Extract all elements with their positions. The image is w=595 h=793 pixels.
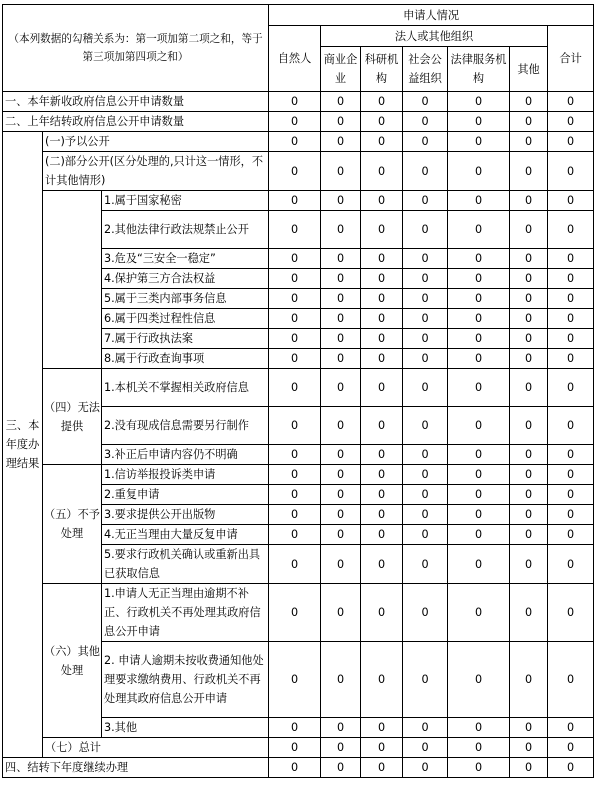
value-cell: 0 <box>321 584 361 642</box>
value-cell: 0 <box>321 545 361 584</box>
value-cell: 0 <box>361 269 403 289</box>
value-cell: 0 <box>403 329 448 349</box>
table-row <box>3 738 594 758</box>
value-cell: 0 <box>510 465 548 485</box>
value-cell: 0 <box>448 407 510 445</box>
value-cell: 0 <box>403 132 448 152</box>
item-label: 4.无正当理由大量反复申请 <box>102 525 269 545</box>
value-cell: 0 <box>510 525 548 545</box>
value-cell: 0 <box>548 545 594 584</box>
row-label: （七）总计 <box>43 738 269 758</box>
value-cell: 0 <box>361 309 403 329</box>
group-label <box>43 191 102 369</box>
value-cell: 0 <box>361 249 403 269</box>
value-cell: 0 <box>448 191 510 211</box>
header-natural-person: 自然人 <box>269 26 321 92</box>
value-cell: 0 <box>403 152 448 191</box>
value-cell: 0 <box>321 191 361 211</box>
item-label: 1.申请人无正当理由逾期不补正、行政机关不再处理其政府信息公开申请 <box>102 584 269 642</box>
value-cell: 0 <box>361 445 403 465</box>
value-cell: 0 <box>448 485 510 505</box>
item-label: 1.信访举报投诉类申请 <box>102 465 269 485</box>
value-cell: 0 <box>510 407 548 445</box>
value-cell: 0 <box>403 485 448 505</box>
value-cell: 0 <box>269 349 321 369</box>
value-cell: 0 <box>548 525 594 545</box>
value-cell: 0 <box>448 584 510 642</box>
value-cell: 0 <box>510 718 548 738</box>
value-cell: 0 <box>361 525 403 545</box>
value-cell: 0 <box>361 584 403 642</box>
item-label: 3.要求提供公开出版物 <box>102 505 269 525</box>
value-cell: 0 <box>269 329 321 349</box>
value-cell: 0 <box>548 407 594 445</box>
value-cell: 0 <box>361 289 403 309</box>
value-cell: 0 <box>403 349 448 369</box>
value-cell: 0 <box>321 445 361 465</box>
value-cell: 0 <box>510 584 548 642</box>
gov-info-disclosure-table <box>2 4 594 778</box>
header-applicant: 申请人情况 <box>269 5 594 26</box>
value-cell: 0 <box>548 718 594 738</box>
value-cell: 0 <box>510 309 548 329</box>
value-cell: 0 <box>269 92 321 112</box>
value-cell: 0 <box>448 92 510 112</box>
value-cell: 0 <box>448 289 510 309</box>
item-label: 2.没有现成信息需要另行制作 <box>102 407 269 445</box>
value-cell: 0 <box>510 289 548 309</box>
value-cell: 0 <box>269 445 321 465</box>
item-label: 5.要求行政机关确认或重新出具已获取信息 <box>102 545 269 584</box>
value-cell: 0 <box>548 584 594 642</box>
value-cell: 0 <box>269 738 321 758</box>
header-org-type: 法律服务机构 <box>448 47 510 92</box>
value-cell: 0 <box>269 152 321 191</box>
value-cell: 0 <box>403 289 448 309</box>
value-cell: 0 <box>361 642 403 718</box>
value-cell: 0 <box>448 718 510 738</box>
value-cell: 0 <box>269 407 321 445</box>
value-cell: 0 <box>448 249 510 269</box>
value-cell: 0 <box>548 269 594 289</box>
value-cell: 0 <box>321 309 361 329</box>
value-cell: 0 <box>548 349 594 369</box>
row-label: (二)部分公开(区分处理的,只计这一情形，不计其他情形) <box>43 152 269 191</box>
value-cell: 0 <box>548 211 594 249</box>
value-cell: 0 <box>448 211 510 249</box>
item-label: 3.补正后申请内容仍不明确 <box>102 445 269 465</box>
value-cell: 0 <box>403 269 448 289</box>
table-row <box>3 369 594 407</box>
value-cell: 0 <box>269 642 321 718</box>
value-cell: 0 <box>361 485 403 505</box>
value-cell: 0 <box>510 269 548 289</box>
value-cell: 0 <box>448 152 510 191</box>
value-cell: 0 <box>548 329 594 349</box>
row-label: 二、上年结转政府信息公开申请数量 <box>3 112 269 132</box>
value-cell: 0 <box>403 465 448 485</box>
table-row <box>3 152 594 191</box>
value-cell: 0 <box>548 92 594 112</box>
value-cell: 0 <box>548 758 594 778</box>
value-cell: 0 <box>510 211 548 249</box>
value-cell: 0 <box>448 349 510 369</box>
value-cell: 0 <box>548 505 594 525</box>
value-cell: 0 <box>448 132 510 152</box>
value-cell: 0 <box>448 269 510 289</box>
item-label: 4.保护第三方合法权益 <box>102 269 269 289</box>
value-cell: 0 <box>548 112 594 132</box>
value-cell: 0 <box>548 642 594 718</box>
value-cell: 0 <box>548 289 594 309</box>
row-label: 四、结转下年度继续办理 <box>3 758 269 778</box>
value-cell: 0 <box>321 642 361 718</box>
value-cell: 0 <box>269 465 321 485</box>
value-cell: 0 <box>361 369 403 407</box>
value-cell: 0 <box>361 191 403 211</box>
value-cell: 0 <box>510 152 548 191</box>
item-label: 7.属于行政执法案 <box>102 329 269 349</box>
item-label: 2. 申请人逾期未按收费通知他处理要求缴纳费用、行政机关不再处理其政府信息公开申请 <box>102 642 269 718</box>
value-cell: 0 <box>269 249 321 269</box>
value-cell: 0 <box>548 738 594 758</box>
value-cell: 0 <box>510 369 548 407</box>
value-cell: 0 <box>361 465 403 485</box>
value-cell: 0 <box>321 249 361 269</box>
value-cell: 0 <box>448 369 510 407</box>
value-cell: 0 <box>403 718 448 738</box>
value-cell: 0 <box>403 112 448 132</box>
value-cell: 0 <box>403 525 448 545</box>
item-label: 1.本机关不掌握相关政府信息 <box>102 369 269 407</box>
value-cell: 0 <box>403 758 448 778</box>
item-label: 2.其他法律行政法规禁止公开 <box>102 211 269 249</box>
value-cell: 0 <box>269 718 321 738</box>
item-label: 6.属于四类过程性信息 <box>102 309 269 329</box>
value-cell: 0 <box>510 249 548 269</box>
value-cell: 0 <box>403 407 448 445</box>
value-cell: 0 <box>361 211 403 249</box>
item-label: 2.重复申请 <box>102 485 269 505</box>
value-cell: 0 <box>510 132 548 152</box>
value-cell: 0 <box>403 642 448 718</box>
group-label: （四）无法提供 <box>43 369 102 465</box>
value-cell: 0 <box>269 505 321 525</box>
value-cell: 0 <box>510 191 548 211</box>
value-cell: 0 <box>361 152 403 191</box>
value-cell: 0 <box>403 505 448 525</box>
value-cell: 0 <box>403 545 448 584</box>
value-cell: 0 <box>448 329 510 349</box>
value-cell: 0 <box>321 758 361 778</box>
section3-label: 三、本年度办理结果 <box>3 132 43 758</box>
value-cell: 0 <box>269 309 321 329</box>
value-cell: 0 <box>361 718 403 738</box>
value-cell: 0 <box>321 505 361 525</box>
value-cell: 0 <box>448 525 510 545</box>
header-note: （本列数据的勾稽关系为：第一项加第二项之和，等于第三项加第四项之和） <box>3 5 269 92</box>
value-cell: 0 <box>510 642 548 718</box>
value-cell: 0 <box>448 642 510 718</box>
value-cell: 0 <box>448 112 510 132</box>
value-cell: 0 <box>510 445 548 465</box>
value-cell: 0 <box>269 758 321 778</box>
item-label: 5.属于三类内部事务信息 <box>102 289 269 309</box>
value-cell: 0 <box>321 211 361 249</box>
value-cell: 0 <box>361 349 403 369</box>
value-cell: 0 <box>321 132 361 152</box>
value-cell: 0 <box>403 309 448 329</box>
value-cell: 0 <box>510 329 548 349</box>
value-cell: 0 <box>269 289 321 309</box>
value-cell: 0 <box>361 407 403 445</box>
table-row <box>3 132 594 152</box>
value-cell: 0 <box>361 738 403 758</box>
table-row <box>3 112 594 132</box>
value-cell: 0 <box>448 505 510 525</box>
value-cell: 0 <box>403 369 448 407</box>
value-cell: 0 <box>448 545 510 584</box>
value-cell: 0 <box>448 758 510 778</box>
table-row <box>3 191 594 211</box>
value-cell: 0 <box>448 465 510 485</box>
value-cell: 0 <box>361 92 403 112</box>
value-cell: 0 <box>321 152 361 191</box>
value-cell: 0 <box>269 584 321 642</box>
value-cell: 0 <box>361 112 403 132</box>
header-row-1 <box>3 5 594 26</box>
value-cell: 0 <box>548 465 594 485</box>
value-cell: 0 <box>403 191 448 211</box>
value-cell: 0 <box>321 407 361 445</box>
value-cell: 0 <box>548 485 594 505</box>
table-row <box>3 92 594 112</box>
value-cell: 0 <box>403 249 448 269</box>
value-cell: 0 <box>510 505 548 525</box>
value-cell: 0 <box>321 289 361 309</box>
value-cell: 0 <box>321 349 361 369</box>
table-row <box>3 465 594 485</box>
value-cell: 0 <box>548 191 594 211</box>
header-legal-group: 法人或其他组织 <box>321 26 548 47</box>
value-cell: 0 <box>403 738 448 758</box>
group-label: （五）不予处理 <box>43 465 102 584</box>
value-cell: 0 <box>269 545 321 584</box>
value-cell: 0 <box>510 545 548 584</box>
table-row <box>3 758 594 778</box>
value-cell: 0 <box>510 738 548 758</box>
value-cell: 0 <box>269 369 321 407</box>
value-cell: 0 <box>269 191 321 211</box>
value-cell: 0 <box>510 112 548 132</box>
row-label: (一)予以公开 <box>43 132 269 152</box>
value-cell: 0 <box>321 112 361 132</box>
value-cell: 0 <box>548 445 594 465</box>
row-label: 一、本年新收政府信息公开申请数量 <box>3 92 269 112</box>
value-cell: 0 <box>448 309 510 329</box>
header-org-type: 科研机构 <box>361 47 403 92</box>
value-cell: 0 <box>361 132 403 152</box>
item-label: 3.危及“三安全一稳定” <box>102 249 269 269</box>
value-cell: 0 <box>403 445 448 465</box>
value-cell: 0 <box>510 349 548 369</box>
header-org-type: 商业企业 <box>321 47 361 92</box>
header-org-type: 其他 <box>510 47 548 92</box>
value-cell: 0 <box>361 329 403 349</box>
value-cell: 0 <box>269 132 321 152</box>
value-cell: 0 <box>321 92 361 112</box>
value-cell: 0 <box>403 584 448 642</box>
value-cell: 0 <box>269 269 321 289</box>
value-cell: 0 <box>448 445 510 465</box>
value-cell: 0 <box>321 525 361 545</box>
value-cell: 0 <box>403 92 448 112</box>
value-cell: 0 <box>321 465 361 485</box>
value-cell: 0 <box>361 758 403 778</box>
value-cell: 0 <box>361 545 403 584</box>
value-cell: 0 <box>321 718 361 738</box>
value-cell: 0 <box>269 211 321 249</box>
value-cell: 0 <box>548 132 594 152</box>
item-label: 8.属于行政查询事项 <box>102 349 269 369</box>
value-cell: 0 <box>321 738 361 758</box>
value-cell: 0 <box>321 329 361 349</box>
value-cell: 0 <box>269 485 321 505</box>
value-cell: 0 <box>448 738 510 758</box>
value-cell: 0 <box>548 152 594 191</box>
value-cell: 0 <box>510 92 548 112</box>
header-total: 合计 <box>548 26 594 92</box>
value-cell: 0 <box>361 505 403 525</box>
value-cell: 0 <box>548 309 594 329</box>
value-cell: 0 <box>403 211 448 249</box>
value-cell: 0 <box>510 485 548 505</box>
item-label: 3.其他 <box>102 718 269 738</box>
item-label: 1.属于国家秘密 <box>102 191 269 211</box>
value-cell: 0 <box>269 112 321 132</box>
table-row <box>3 584 594 642</box>
value-cell: 0 <box>548 249 594 269</box>
group-label: （六）其他处理 <box>43 584 102 738</box>
value-cell: 0 <box>548 369 594 407</box>
value-cell: 0 <box>510 758 548 778</box>
value-cell: 0 <box>269 525 321 545</box>
value-cell: 0 <box>321 269 361 289</box>
header-org-type: 社会公益组织 <box>403 47 448 92</box>
value-cell: 0 <box>321 369 361 407</box>
value-cell: 0 <box>321 485 361 505</box>
